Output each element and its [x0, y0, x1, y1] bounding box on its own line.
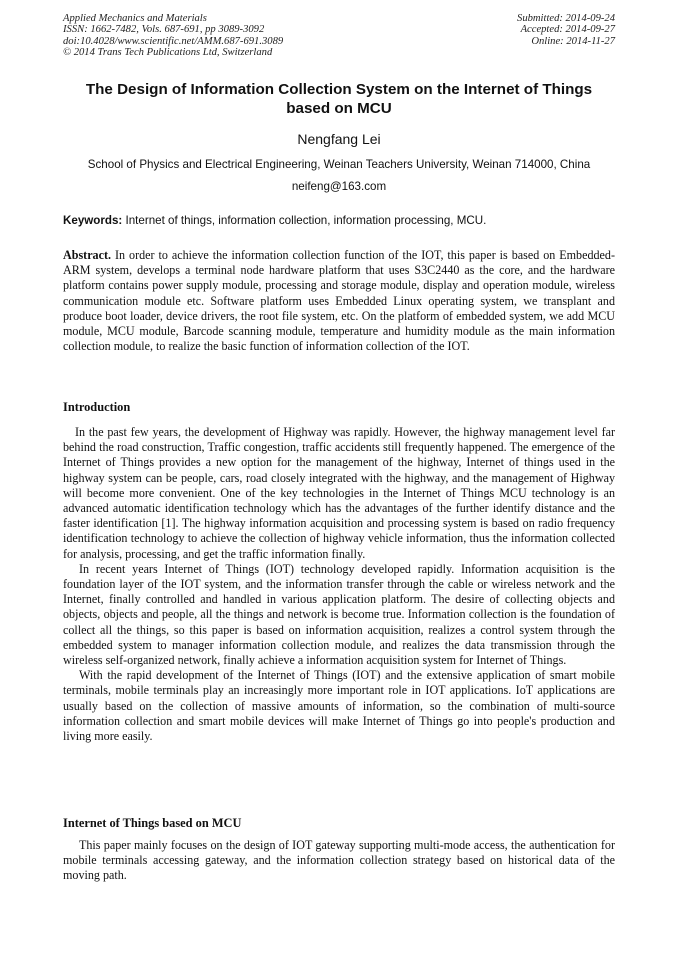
abstract-text: In order to achieve the information collection function of the IOT, this paper is based on Embedded-ARM system, develops a terminal node hardware platform that uses S3C2440 as the core, and the hardware platform contains power supply module, processing and storage module, display and operation module, wireless communication module etc. Software platform uses Embedded Linux operating system, we transplant and produce boot loader, device drivers, the root file system, etc. On the platform of embedded system, we add MCU module, MCU module, Barcode scanning module, temperature and humidity module as the main information collection module, to realize the basic function of information collection of the IOT. [63, 248, 615, 354]
keywords-label: Keywords: [63, 214, 123, 227]
iot-paragraph-1: This paper mainly focuses on the design of IOT gateway supporting multi-mode access, the authentication for mobile terminals accessing gateway, and the information collection strategy based on historical data of the moving path. [63, 838, 615, 883]
iot-section [63, 838, 615, 884]
iot-section-heading: Internet of Things based on MCU [63, 816, 242, 830]
intro-paragraph-3: With the rapid development of the Internet of Things (IOT) and the extensive application of smart mobile terminals, mobile terminals play an increasingly more important role in IOT applications. IoT applications are usually based on the collection of massive amounts of information, so the combination of multi-source information collection and smart mobile devices will make Internet of Things go into people's production and living more easily. [63, 668, 615, 744]
intro-paragraph-1: In the past few years, the development of Highway was rapidly. However, the highway management level far behind the road construction, Traffic congestion, traffic accidents still frequently happened. The emergence of the Internet of Things provides a new option for the management of the highway, Internet of things used in the highway system can be people, cars, road closely integrated with the highway, and the management of Highway will become more convenient. One of the key technologies in the Internet of Things MCU technology is an advanced automatic identification technology which has the advantages of the further identify distance and the faster identification [1]. The highway information acquisition and processing system is based on radio frequency identification technology to achieve the collection of highway vehicle information, thus the information collected for analysis, processing, and get the traffic information finally. [63, 425, 615, 561]
accepted-date: Accepted: 2014-09-27 [520, 24, 615, 36]
abstract-label: Abstract. [63, 248, 112, 262]
introduction-section [63, 425, 615, 744]
intro-paragraph-2: In recent years Internet of Things (IOT) technology developed rapidly. Information acquisition is the foundation layer of the IOT system, and the information transfer through the cable or wireless network and the Internet, finally controlled and handled in various application platform. The desire of collecting objects and objects, objects and people, all the things and network is become true. Information collection is the foundation of collect all the things, so this paper is based on information acquisition, realizes a control system through the embedded system to manager information collection module, and realizes the data transmission through the wireless self-organized network, finally achieve a information acquisition system for Internet of Things. [63, 561, 615, 668]
keywords-text: Internet of things, information collection, information processing, MCU. [122, 214, 487, 227]
publication-dates [517, 13, 615, 47]
online-date: Online: 2014-11-27 [531, 35, 615, 47]
doi-line: doi:10.4028/www.scientific.net/AMM.687-691.3089 [63, 35, 284, 47]
issn-line: ISSN: 1662-7482, Vols. 687-691, pp 3089-3092 [63, 24, 265, 36]
author-name: Nengfang Lei [297, 131, 381, 147]
submitted-date: Submitted: 2014-09-24 [517, 13, 615, 24]
author-affiliation: School of Physics and Electrical Engineering, Weinan Teachers University, Weinan 714000, China [87, 158, 591, 171]
paper-title: The Design of Information Collection System on the Internet of Things based on MCU [85, 81, 593, 117]
author-email: neifeng@163.com [291, 180, 387, 193]
keywords [63, 213, 615, 228]
publication-info [63, 13, 283, 59]
copyright-line: © 2014 Trans Tech Publications Ltd, Switzerland [63, 47, 273, 59]
journal-name: Applied Mechanics and Materials [63, 13, 207, 24]
introduction-heading: Introduction [63, 400, 131, 414]
abstract [63, 248, 615, 354]
